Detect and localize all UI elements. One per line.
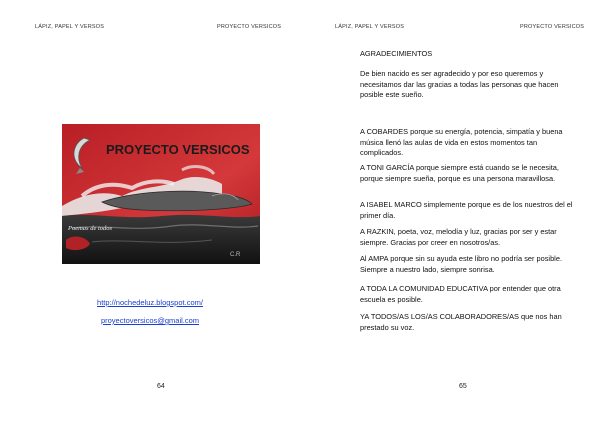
paragraph-colaboradores: YA TODOS/AS LOS/AS COLABORADORES/AS que nos han prestado su voz. (360, 312, 562, 332)
paragraph-ampa: Al AMPA porque sin su ayuda este libro no podría ser posible. Siempre a nuestro lado, siempre sonrisa. (360, 254, 562, 274)
header-book-title: LÁPIZ, PAPEL Y VERSOS (35, 24, 105, 30)
paragraph-isabel-marco: A ISABEL MARCO simplemente porque es de los nuestros del el primer día. (360, 200, 573, 220)
email-link[interactable]: proyectoversicos@gmail.com (100, 316, 200, 325)
page-number-right: 65 (459, 383, 467, 390)
illustration-title: PROYECTO VERSICOS (106, 142, 250, 157)
illustration-art (62, 124, 260, 264)
paragraph-intro: De bien nacido es ser agradecido y por eso queremos y necesitamos dar las gracias a todas las personas que hacen posible este sueño. (360, 69, 559, 100)
header-project-name-right: PROYECTO VERSICOS (520, 24, 585, 30)
illustration-caption: Poemas de todos (68, 225, 113, 232)
paragraph-cobardes: A COBARDES porque su energía, potencia, simpatía y buena música llenó las aulas de vida en estos momentos tan complicados. (360, 127, 563, 158)
illustration-watermark: C.R (230, 252, 241, 258)
acknowledgements-heading: AGRADECIMIENTOS (360, 49, 433, 58)
cover-illustration (62, 124, 260, 264)
header-book-title-right: LÁPIZ, PAPEL Y VERSOS (335, 24, 405, 30)
paragraph-toni-garcia: A TONI GARCÍA porque siempre está cuando se le necesita, porque siempre sueña, porque es una persona maravillosa. (360, 163, 559, 183)
paragraph-comunidad: A TODA LA COMUNIDAD EDUCATIVA por entender que otra escuela es posible. (360, 284, 561, 304)
header-project-name: PROYECTO VERSICOS (217, 24, 282, 30)
paragraph-razkin: A RAZKIN, poeta, voz, melodía y luz, gracias por ser y estar siempre. Gracias por creer en nosotros/as. (360, 227, 557, 247)
page-number-left: 64 (157, 383, 165, 390)
blog-link[interactable]: http://nochedeluz.blogspot.com/ (97, 298, 203, 307)
